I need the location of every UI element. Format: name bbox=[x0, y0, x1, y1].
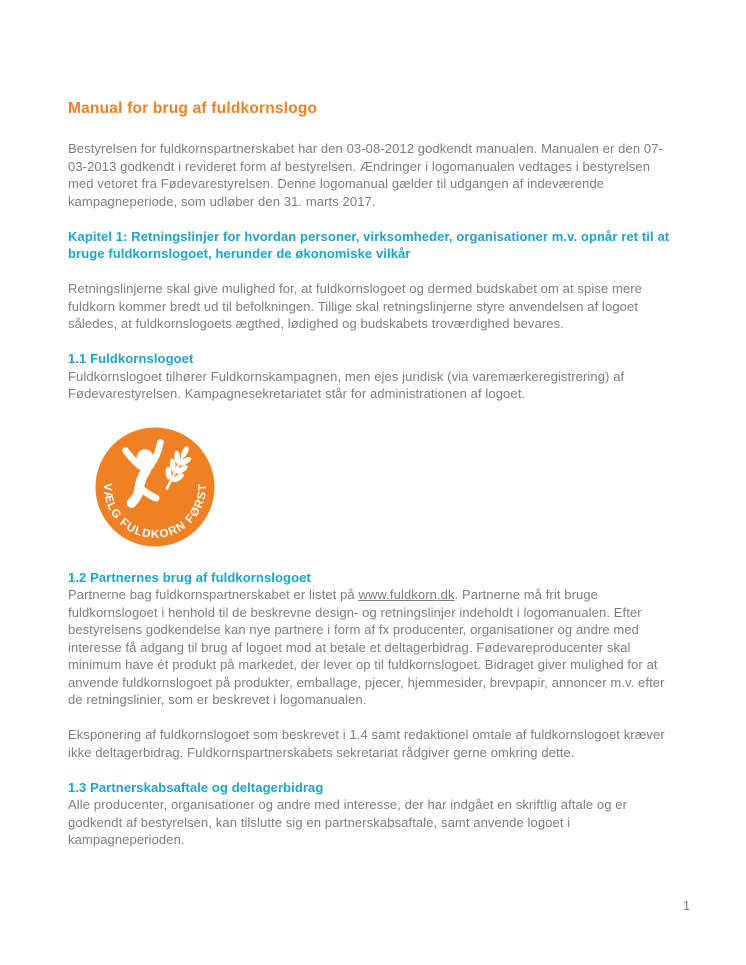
chapter-1-heading: Kapitel 1: Retningslinjer for hvordan personer, virksomheder, organisationer m.v. opnår ret til at bruge fuldkornslogoet, herunder de økonomiske vilkår bbox=[68, 228, 670, 261]
section-1-1-heading: 1.1 Fuldkornslogoet bbox=[68, 351, 194, 366]
section-1-1-paragraph: Fuldkornslogoet tilhører Fuldkornskampagnen, men ejes juridisk (via varemærkeregistrering) af Fødevarestyrelsen. Kampagnesekretariatet står for administrationen af logoet. bbox=[68, 368, 625, 401]
section-1-2-paragraph bbox=[68, 586, 678, 709]
fuldkorn-logo-icon bbox=[95, 427, 215, 547]
section-1-2-heading: 1.2 Partnernes brug af fuldkornslogoet bbox=[68, 569, 311, 585]
chapter-1-paragraph: Retningslinjerne skal give mulighed for, at fuldkornslogoet og dermed budskabet om at spise mere fuldkorn kommer bredt ud til befolkningen. Tillige skal retningslinjerne styre anvendelsen af logoet således, at fuldkornslogoets ægthed, lødighed og budskabets troværdighed bevares. bbox=[68, 281, 642, 331]
fuldkorn-logo bbox=[95, 427, 215, 547]
intro-paragraph: Bestyrelsen for fuldkornspartnerskabet har den 03-08-2012 godkendt manualen. Manualen er den 07-03-2013 godkendt i revideret form af bestyrelsen. Ændringer i logomanualen vedtages i bestyrelsen med vetoret fra Fødevarestyrelsen. Denne logomanual gælder til udgangen af indeværende kampagneperiode, som udløber den 31. marts 2017. bbox=[68, 141, 663, 209]
fuldkorn-dk-link[interactable]: www.fuldkorn.dk bbox=[358, 587, 455, 602]
page-number: 1 bbox=[682, 898, 690, 913]
section-1-3-heading: 1.3 Partnerskabsaftale og deltagerbidrag bbox=[68, 779, 324, 795]
section-1-3-paragraph: Alle producenter, organisationer og andre med interesse, der har indgået en skriftlig aftale og er godkendt af bestyrelsen, kan tilslutte sig en partnerskabsaftale, samt anvende logoet i kampagneperioden. bbox=[68, 797, 628, 847]
logo-curved-text: VÆLG FULDKORN FØRST bbox=[100, 482, 210, 541]
document-title: Manual for brug af fuldkornslogo bbox=[68, 100, 318, 117]
paragraph-text-after-link: . Partnerne må frit bruge fuldkornslogoet i henhold til de beskrevne design- og retningslinjer indeholdt i logomanualen. Efter bestyrelsens godkendelse kan nye partnere i form af fx producenter, organisationer og andre med interesse få adgang til brug af logoet mod at betale et deltagerbidrag. Fødevareproducenter skal minimum have ét produkt på markedet, der lever op til fuldkornslogoet. Bidraget giver mulighed for at anvende fuldkornslogoet på produkter, emballage, pjecer, hjemmesider, brevpapir, annoncer m.v. efter de retningslinier, som er beskrevet i logomanualen. bbox=[68, 587, 665, 707]
paragraph-text-before-link: Partnerne bag fuldkornspartnerskabet er listet på bbox=[68, 587, 359, 602]
section-1-2-paragraph-2: Eksponering af fuldkornslogoet som beskrevet i 1.4 samt redaktionel omtale af fuldkornslogoet kræver ikke deltagerbidrag. Fuldkornspartnerskabets sekretariat rådgiver gerne omkring dette. bbox=[68, 727, 665, 760]
